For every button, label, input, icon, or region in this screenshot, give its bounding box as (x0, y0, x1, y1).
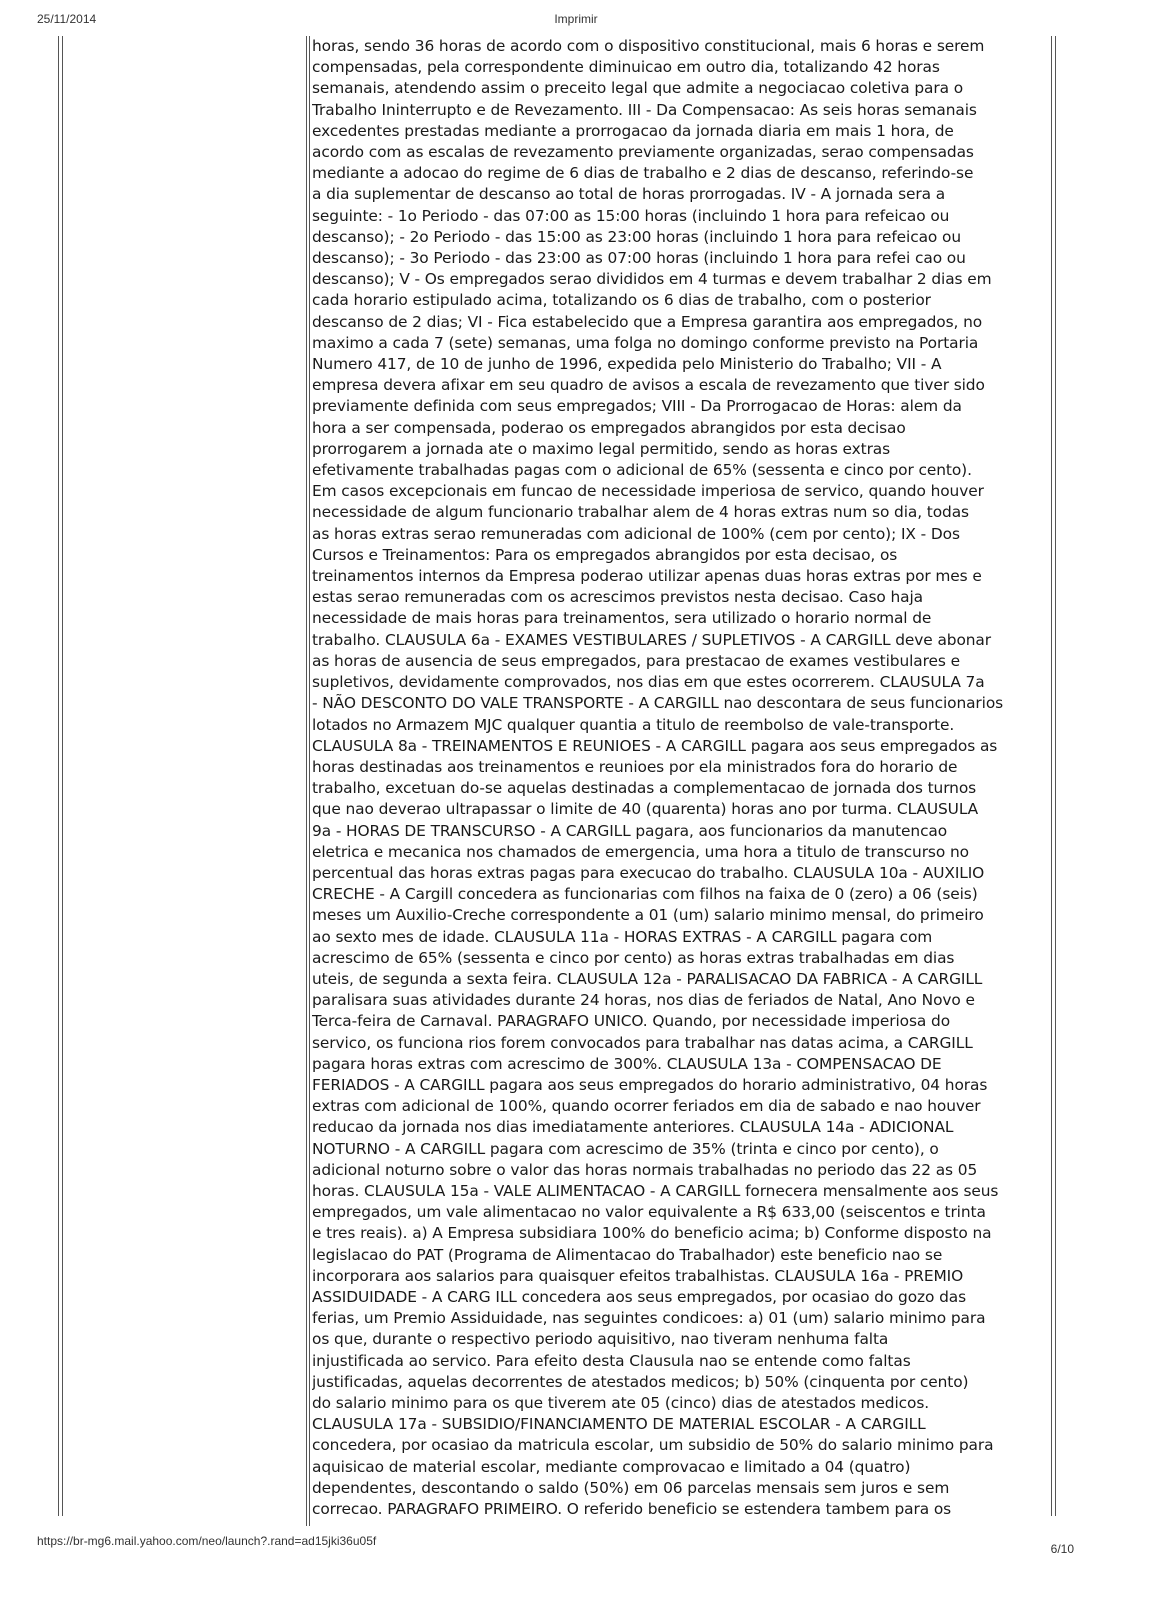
right-border-line-2 (1055, 36, 1056, 1516)
document-line: dependentes, descontando o saldo (50%) em 06 parcelas mensais sem juros e sem (312, 1478, 950, 1497)
document-line: cada horario estipulado acima, totalizando os 6 dias de trabalho, com o posterior (312, 291, 931, 310)
document-line: extras com adicional de 100%, quando ocorrer feriados em dia de sabado e nao houver (312, 1097, 981, 1116)
right-border-line (1051, 36, 1052, 1516)
document-line: percentual das horas extras pagas para execucao do trabalho. CLAUSULA 10a - AUXILIO (312, 863, 985, 882)
document-line: Numero 417, de 10 de junho de 1996, expedida pelo Ministerio do Trabalho; VII - A (312, 355, 942, 374)
document-line: descanso); - 3o Periodo - das 23:00 as 07:00 horas (incluindo 1 hora para refei cao ou (312, 249, 966, 268)
document-line: Trabalho Ininterrupto e de Revezamento. III - Da Compensacao: As seis horas semanais (312, 100, 977, 119)
document-line: as horas extras serao remuneradas com adicional de 100% (cem por cento); IX - Dos (312, 524, 960, 543)
document-line: necessidade de algum funcionario trabalhar alem de 4 horas extras num so dia, todas (312, 503, 969, 522)
document-line: CRECHE - A Cargill concedera as funcionarias com filhos na faixa de 0 (zero) a 06 (seis) (312, 885, 978, 904)
page-number: 6/10 (1050, 1542, 1074, 1556)
document-line: horas destinadas aos treinamentos e reunioes por ela ministrados fora do horario de (312, 757, 958, 776)
left-border-line-inner (62, 36, 63, 1516)
document-line: NOTURNO - A CARGILL pagara com acrescimo de 35% (trinta e cinco por cento), o (312, 1139, 939, 1158)
document-line: treinamentos internos da Empresa poderao utilizar apenas duas horas extras por mes e (312, 567, 982, 586)
document-line: incorporara aos salarios para quaisquer efeitos trabalhistas. CLAUSULA 16a - PREMIO (312, 1266, 964, 1285)
document-line: Terca-feira de Carnaval. PARAGRAFO UNICO. Quando, por necessidade imperiosa do (312, 1012, 951, 1031)
document-line: acrescimo de 65% (sessenta e cinco por cento) as horas extras trabalhadas em dias (312, 948, 955, 967)
document-line: e tres reais). a) A Empresa subsidiara 100% do beneficio acima; b) Conforme disposto na (312, 1224, 992, 1243)
document-line: correcao. PARAGRAFO PRIMEIRO. O referido beneficio se estendera tambem para os (312, 1500, 952, 1519)
document-line: justificadas, aquelas decorrentes de atestados medicos; b) 50% (cinquenta por cento) (312, 1372, 969, 1391)
document-line: adicional noturno sobre o valor das horas normais trabalhadas no periodo das 22 as 05 (312, 1160, 978, 1179)
document-line: que nao deverao ultrapassar o limite de 40 (quarenta) horas ano por turma. CLAUSULA (312, 800, 979, 819)
document-line: CLAUSULA 17a - SUBSIDIO/FINANCIAMENTO DE MATERIAL ESCOLAR - A CARGILL (312, 1415, 926, 1434)
document-line: ao sexto mes de idade. CLAUSULA 11a - HORAS EXTRAS - A CARGILL pagara com (312, 927, 933, 946)
document-line: injustificada ao servico. Para efeito desta Clausula nao se entende como faltas (312, 1351, 911, 1370)
document-line: 9a - HORAS DE TRANSCURSO - A CARGILL pagara, aos funcionarios da manutencao (312, 821, 948, 840)
document-line: reducao da jornada nos dias imediatamente anteriores. CLAUSULA 14a - ADICIONAL (312, 1118, 954, 1137)
document-line: Cursos e Treinamentos: Para os empregados abrangidos por esta decisao, os (312, 545, 898, 564)
document-line: hora a ser compensada, poderao os empregados abrangidos por esta decisao (312, 418, 906, 437)
document-line: Em casos excepcionais em funcao de necessidade imperiosa de servico, quando houver (312, 482, 984, 501)
document-line: os que, durante o respectivo periodo aquisitivo, nao tiveram nenhuma falta (312, 1330, 889, 1349)
left-border-line-outer (58, 36, 59, 1516)
document-line: empregados, um vale alimentacao no valor equivalente a R$ 633,00 (seiscentos e trinta (312, 1203, 986, 1222)
document-line: efetivamente trabalhadas pagas com o adicional de 65% (sessenta e cinco por cento). (312, 461, 972, 480)
document-line: compensadas, pela correspondente diminuicao em outro dia, totalizando 42 horas (312, 58, 940, 77)
document-line: as horas de ausencia de seus empregados, para prestacao de exames vestibulares e (312, 651, 960, 670)
document-line: horas, sendo 36 horas de acordo com o dispositivo constitucional, mais 6 horas e serem (312, 37, 985, 55)
document-line: FERIADOS - A CARGILL pagara aos seus empregados do horario administrativo, 04 horas (312, 1075, 988, 1094)
document-line: trabalho. CLAUSULA 6a - EXAMES VESTIBULARES / SUPLETIVOS - A CARGILL deve abonar (312, 630, 991, 649)
document-line: meses um Auxilio-Creche correspondente a 01 (um) salario minimo mensal, do primeiro (312, 906, 984, 925)
text-left-border-line (306, 36, 307, 1526)
document-line: necessidade de mais horas para treinamentos, sera utilizado o horario normal de (312, 609, 932, 628)
document-line: ferias, um Premio Assiduidade, nas seguintes condicoes: a) 01 (um) salario minimo para (312, 1309, 986, 1328)
document-line: servico, os funciona rios forem convocados para trabalhar nas datas acima, a CARGILL (312, 1033, 973, 1052)
document-line: pagara horas extras com acrescimo de 300%. CLAUSULA 13a - COMPENSACAO DE (312, 1054, 942, 1073)
document-line: a dia suplementar de descanso ao total de horas prorrogadas. IV - A jornada sera a (312, 185, 946, 204)
text-left-border-line-2 (309, 36, 310, 1526)
document-line: semanais, atendendo assim o preceito legal que admite a negociacao coletiva para o (312, 79, 964, 98)
document-line: CLAUSULA 8a - TREINAMENTOS E REUNIOES - A CARGILL pagara aos seus empregados as (312, 736, 998, 755)
document-line: - NÃO DESCONTO DO VALE TRANSPORTE - A CARGILL nao descontara de seus funcionarios (312, 694, 1004, 713)
document-line: ASSIDUIDADE - A CARG ILL concedera aos seus empregados, por ocasiao do gozo das (312, 1287, 967, 1306)
document-line: descanso de 2 dias; VI - Fica estabelecido que a Empresa garantira aos empregados, no (312, 312, 983, 331)
document-line: trabalho, excetuan do-se aquelas destinadas a complementacao de jornada dos turnos (312, 779, 977, 798)
print-title: Imprimir (554, 12, 598, 26)
print-footer-url: https://br-mg6.mail.yahoo.com/neo/launch?.rand=ad15jki36u05f (37, 1534, 377, 1548)
document-line: excedentes prestadas mediante a prorrogacao da jornada diaria em mais 1 hora, de (312, 121, 954, 140)
document-line: seguinte: - 1o Periodo - das 07:00 as 15:00 horas (incluindo 1 hora para refeicao ou (312, 206, 950, 225)
document-line: lotados no Armazem MJC qualquer quantia a titulo de reembolso de vale-transporte. (312, 715, 955, 734)
document-line: legislacao do PAT (Programa de Alimentacao do Trabalhador) este beneficio nao se (312, 1245, 943, 1264)
document-body (312, 36, 1048, 1520)
document-line: acordo com as escalas de revezamento previamente organizadas, serao compensadas (312, 143, 974, 162)
document-line: descanso); V - Os empregados serao divididos em 4 turmas e devem trabalhar 2 dias em (312, 270, 992, 289)
document-line: prorrogarem a jornada ate o maximo legal permitido, sendo as horas extras (312, 439, 891, 458)
document-line: mediante a adocao do regime de 6 dias de trabalho e 2 dias de descanso, referindo-se (312, 164, 974, 183)
document-line: maximo a cada 7 (sete) semanas, uma folga no domingo conforme previsto na Portaria (312, 333, 979, 352)
document-line: descanso); - 2o Periodo - das 15:00 as 23:00 horas (incluindo 1 hora para refeicao ou (312, 227, 961, 246)
document-line: uteis, de segunda a sexta feira. CLAUSULA 12a - PARALISACAO DA FABRICA - A CARGILL (312, 969, 983, 988)
document-line: estas serao remuneradas com os acrescimos previstos nesta decisao. Caso haja (312, 588, 923, 607)
print-date: 25/11/2014 (37, 12, 97, 26)
document-line: eletrica e mecanica nos chamados de emergencia, uma hora a titulo de transcurso no (312, 842, 969, 861)
document-line: aquisicao de material escolar, mediante comprovacao e limitado a 04 (quatro) (312, 1457, 911, 1476)
document-line: horas. CLAUSULA 15a - VALE ALIMENTACAO - A CARGILL fornecera mensalmente aos seus (312, 1181, 999, 1200)
document-line: do salario minimo para os que tiverem ate 05 (cinco) dias de atestados medicos. (312, 1394, 930, 1412)
document-line: previamente definida com seus empregados; VIII - Da Prorrogacao de Horas: alem da (312, 397, 962, 416)
document-line: supletivos, devidamente comprovados, nos dias em que estes ocorrerem. CLAUSULA 7a (312, 673, 985, 692)
document-line: paralisara suas atividades durante 24 horas, nos dias de feriados de Natal, Ano Novo e (312, 991, 975, 1010)
document-line: empresa devera afixar em seu quadro de avisos a escala de revezamento que tiver sido (312, 376, 985, 395)
document-line: concedera, por ocasiao da matricula escolar, um subsidio de 50% do salario minimo para (312, 1436, 994, 1455)
